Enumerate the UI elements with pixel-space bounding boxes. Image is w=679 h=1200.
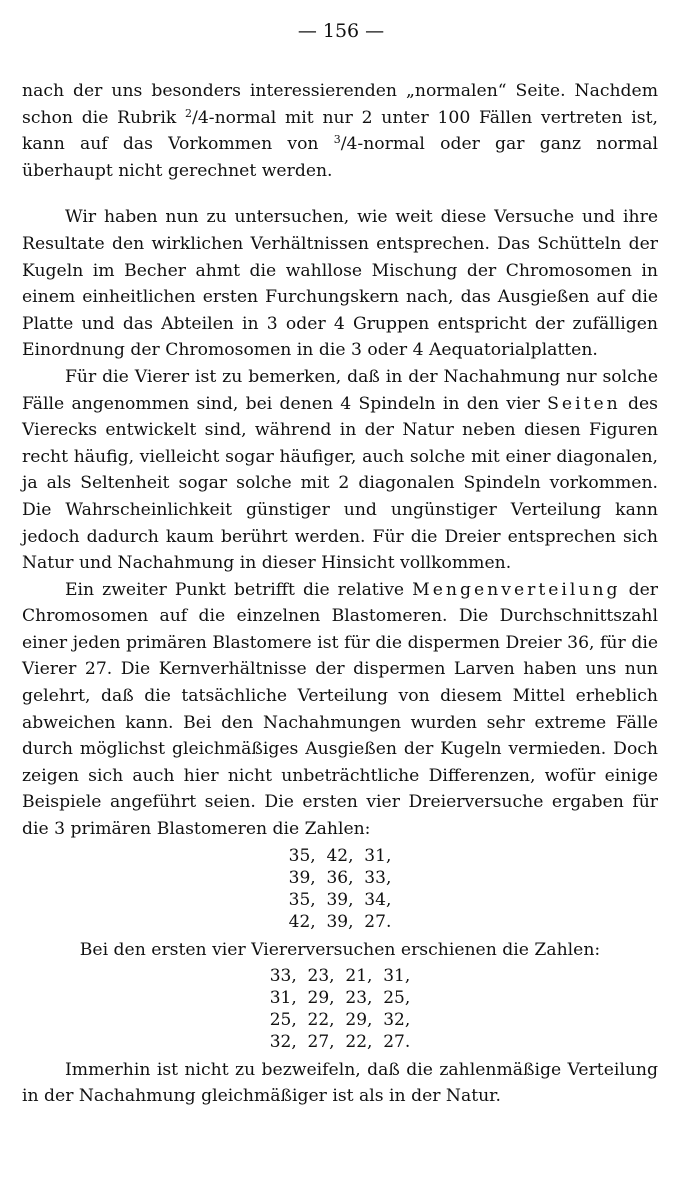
emphasized-word: Seiten: [547, 393, 621, 414]
paragraph-3-text-a: Für die Vierer ist zu bemerken, daß in der Nachahmung nur solche Fälle angenommen sind, bei denen 4 Spindeln in den vier: [22, 366, 658, 414]
paragraph-1-text-c: /4-normal oder gar ganz normal überhaupt nicht gerechnet werden.: [22, 134, 658, 181]
vierer-intro: Bei den ersten vier Viererversuchen erschienen die Zahlen:: [79, 939, 601, 960]
emphasized-word: Mengenverteilung: [412, 579, 621, 600]
table-row: 35, 39, 34,: [288, 889, 392, 910]
paragraph-4-text-a: Ein zweiter Punkt betrifft die relative: [65, 579, 413, 600]
table-row: 35, 42, 31,: [288, 845, 392, 866]
paragraph-1-text-b: /4-normal mit nur 2 unter 100 Fällen vertreten ist, kann auf das Vorkommen von: [22, 107, 658, 155]
paragraph-4-text-b: der Chromosomen auf die einzelnen Blastomeren. Die Durchschnittszahl einer jeden primären Blastomere ist für die dispermen Dreier 36, für die Vierer 27. Die Kernverhältnisse der dispermen Larven haben uns nun gelehrt, daß die tatsächliche Verteilung von diesem Mittel erheblich abweichen kann. Bei den Nachahmungen wurden sehr extreme Fälle durch möglichst gleichmäßiges Ausgießen der Kugeln vermieden. Doch zeigen sich auch hier nicht unbeträchtliche Differenzen, wofür einige Beispiele angeführt seien. Die ersten vier Dreierversuche ergaben für die 3 primären Blastomeren die Zahlen:: [22, 579, 658, 840]
table-row: 25, 22, 29, 32,: [269, 1009, 411, 1030]
vierer-number-table: [22, 965, 658, 1053]
book-page: [22, 14, 658, 1110]
paragraph-3-text-b: des Vierecks entwickelt sind, während in der Natur neben diesen Figuren recht häufig, vielleicht sogar häufiger, auch solche mit einer diagonalen, ja als Seltenheit sogar solche mit 2 diagonalen Spindeln vorkommen. Die Wahrscheinlichkeit günstiger und ungünstiger Verteilung kann jedoch dadurch kaum berührt werden. Für die Dreier entsprechen sich Natur und Nachahmung in dieser Hinsicht vollkommen.: [22, 393, 658, 574]
fraction-numerator: 2: [185, 106, 193, 120]
paragraph-1: [22, 78, 658, 184]
fraction-numerator: 3: [333, 133, 341, 147]
table-row: 39, 36, 33,: [288, 867, 392, 888]
paragraph-2: Wir haben nun zu untersuchen, wie weit diese Versuche und ihre Resultate den wirklichen Verhältnissen entsprechen. Das Schütteln der Kugeln im Becher ahmt die wahllose Mischung der Chromosomen in einem einheitlichen ersten Furchungskern nach, das Ausgießen auf die Platte und das Abteilen in 3 oder 4 Gruppen entspricht der zufälligen Einordnung der Chromosomen in die 3 oder 4 Aequatorialplatten.: [22, 207, 658, 361]
paragraph-5: Immerhin ist nicht zu bezweifeln, daß die zahlenmäßige Verteilung in der Nachahmung gleichmäßiger ist als in der Natur.: [22, 1059, 658, 1107]
table-row: 31, 29, 23, 25,: [269, 987, 411, 1008]
paragraph-gap: [22, 184, 658, 204]
table-row: 42, 39, 27.: [288, 911, 392, 932]
table-row: 33, 23, 21, 31,: [269, 965, 411, 986]
paragraph-1-text-a: nach der uns besonders interessierenden „normalen“ Seite. Nachdem schon die Rubrik: [22, 81, 658, 128]
paragraph-4: [22, 577, 658, 843]
page-number: — 156 —: [297, 20, 385, 42]
dreier-number-table: [22, 845, 658, 933]
paragraph-3: [22, 364, 658, 577]
table-row: 32, 27, 22, 27.: [269, 1031, 411, 1052]
